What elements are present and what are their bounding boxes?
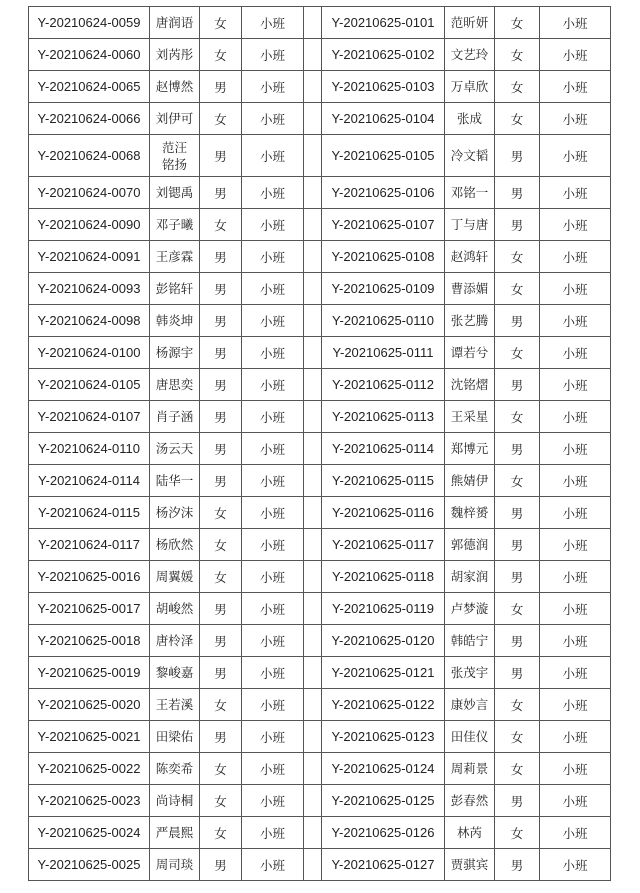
student-name-cell: 王彦霖 <box>150 241 200 273</box>
table-row <box>29 273 611 305</box>
student-name-cell: 胡峻然 <box>150 593 200 625</box>
class-cell: 小班 <box>540 177 611 209</box>
table-row <box>29 433 611 465</box>
student-name-cell: 谭若兮 <box>445 337 495 369</box>
gender-cell: 男 <box>200 593 242 625</box>
student-name-cell: 韩炎坤 <box>150 305 200 337</box>
student-id-cell: Y-20210624-0107 <box>29 401 150 433</box>
class-cell: 小班 <box>242 305 304 337</box>
student-name-cell: 田佳仪 <box>445 721 495 753</box>
column-gap <box>304 209 322 241</box>
table-row <box>29 561 611 593</box>
student-id-cell: Y-20210624-0093 <box>29 273 150 305</box>
student-id-cell: Y-20210625-0126 <box>322 817 445 849</box>
column-gap <box>304 7 322 39</box>
class-cell: 小班 <box>540 369 611 401</box>
gender-cell: 女 <box>495 337 540 369</box>
gender-cell: 女 <box>200 529 242 561</box>
student-name-cell: 王采星 <box>445 401 495 433</box>
student-name-cell: 杨源宇 <box>150 337 200 369</box>
class-cell: 小班 <box>540 849 611 881</box>
class-cell: 小班 <box>242 401 304 433</box>
class-cell: 小班 <box>540 337 611 369</box>
class-cell: 小班 <box>242 465 304 497</box>
table-row <box>29 817 611 849</box>
table-row <box>29 103 611 135</box>
student-name-cell: 杨汐沫 <box>150 497 200 529</box>
student-name-cell: 魏梓赟 <box>445 497 495 529</box>
student-id-cell: Y-20210625-0112 <box>322 369 445 401</box>
column-gap <box>304 529 322 561</box>
gender-cell: 女 <box>495 103 540 135</box>
column-gap <box>304 497 322 529</box>
student-name-cell: 熊婧伊 <box>445 465 495 497</box>
student-name-cell: 汤云天 <box>150 433 200 465</box>
enrollment-table <box>28 6 611 881</box>
student-name-cell: 康妙言 <box>445 689 495 721</box>
student-name-cell: 周莉景 <box>445 753 495 785</box>
student-id-cell: Y-20210625-0123 <box>322 721 445 753</box>
table-row <box>29 241 611 273</box>
student-name-cell: 周司琰 <box>150 849 200 881</box>
class-cell: 小班 <box>242 71 304 103</box>
student-name-cell: 丁与唐 <box>445 209 495 241</box>
class-cell: 小班 <box>242 561 304 593</box>
table-row <box>29 689 611 721</box>
student-id-cell: Y-20210625-0114 <box>322 433 445 465</box>
student-id-cell: Y-20210625-0101 <box>322 7 445 39</box>
student-id-cell: Y-20210625-0108 <box>322 241 445 273</box>
column-gap <box>304 561 322 593</box>
column-gap <box>304 593 322 625</box>
class-cell: 小班 <box>242 689 304 721</box>
gender-cell: 女 <box>495 593 540 625</box>
student-id-cell: Y-20210625-0113 <box>322 401 445 433</box>
student-name-cell: 唐思奕 <box>150 369 200 401</box>
student-name-cell: 卢梦漩 <box>445 593 495 625</box>
class-cell: 小班 <box>242 625 304 657</box>
gender-cell: 女 <box>495 7 540 39</box>
student-id-cell: Y-20210624-0068 <box>29 135 150 177</box>
student-id-cell: Y-20210624-0066 <box>29 103 150 135</box>
class-cell: 小班 <box>242 7 304 39</box>
student-name-cell: 贾骐宾 <box>445 849 495 881</box>
class-cell: 小班 <box>242 433 304 465</box>
class-cell: 小班 <box>540 401 611 433</box>
student-id-cell: Y-20210625-0024 <box>29 817 150 849</box>
student-id-cell: Y-20210625-0120 <box>322 625 445 657</box>
student-name-cell: 刘伊可 <box>150 103 200 135</box>
gender-cell: 女 <box>200 817 242 849</box>
student-name-cell: 胡家润 <box>445 561 495 593</box>
gender-cell: 男 <box>200 849 242 881</box>
student-name-cell: 杨欣然 <box>150 529 200 561</box>
gender-cell: 女 <box>495 753 540 785</box>
student-name-cell: 邓子曦 <box>150 209 200 241</box>
table-row <box>29 71 611 103</box>
student-name-cell: 田梁佑 <box>150 721 200 753</box>
column-gap <box>304 71 322 103</box>
class-cell: 小班 <box>242 39 304 71</box>
gender-cell: 男 <box>200 241 242 273</box>
gender-cell: 男 <box>200 305 242 337</box>
class-cell: 小班 <box>242 721 304 753</box>
class-cell: 小班 <box>242 817 304 849</box>
column-gap <box>304 241 322 273</box>
gender-cell: 男 <box>495 177 540 209</box>
student-id-cell: Y-20210625-0119 <box>322 593 445 625</box>
class-cell: 小班 <box>540 209 611 241</box>
student-name-cell: 张茂宇 <box>445 657 495 689</box>
student-name-cell: 文艺玲 <box>445 39 495 71</box>
table-row <box>29 657 611 689</box>
class-cell: 小班 <box>242 849 304 881</box>
table-row <box>29 625 611 657</box>
gender-cell: 男 <box>200 337 242 369</box>
column-gap <box>304 657 322 689</box>
student-id-cell: Y-20210625-0018 <box>29 625 150 657</box>
class-cell: 小班 <box>540 305 611 337</box>
gender-cell: 女 <box>200 689 242 721</box>
student-id-cell: Y-20210624-0110 <box>29 433 150 465</box>
student-id-cell: Y-20210624-0059 <box>29 7 150 39</box>
student-name-cell: 郑博元 <box>445 433 495 465</box>
gender-cell: 女 <box>495 817 540 849</box>
student-name-cell: 万卓欣 <box>445 71 495 103</box>
table-row <box>29 401 611 433</box>
student-name-cell: 郭德润 <box>445 529 495 561</box>
class-cell: 小班 <box>540 497 611 529</box>
student-id-cell: Y-20210624-0065 <box>29 71 150 103</box>
gender-cell: 女 <box>495 273 540 305</box>
student-id-cell: Y-20210625-0107 <box>322 209 445 241</box>
table-row <box>29 305 611 337</box>
gender-cell: 男 <box>200 177 242 209</box>
column-gap <box>304 401 322 433</box>
student-id-cell: Y-20210625-0103 <box>322 71 445 103</box>
student-name-cell: 张艺腾 <box>445 305 495 337</box>
student-id-cell: Y-20210624-0091 <box>29 241 150 273</box>
student-name-cell: 彭春然 <box>445 785 495 817</box>
table-row <box>29 209 611 241</box>
student-id-cell: Y-20210625-0016 <box>29 561 150 593</box>
column-gap <box>304 753 322 785</box>
gender-cell: 女 <box>495 721 540 753</box>
student-id-cell: Y-20210625-0102 <box>322 39 445 71</box>
student-id-cell: Y-20210624-0117 <box>29 529 150 561</box>
student-id-cell: Y-20210625-0105 <box>322 135 445 177</box>
student-name-cell: 黎峻嘉 <box>150 657 200 689</box>
column-gap <box>304 273 322 305</box>
class-cell: 小班 <box>540 273 611 305</box>
gender-cell: 男 <box>200 433 242 465</box>
gender-cell: 男 <box>200 657 242 689</box>
student-name-cell: 王若溪 <box>150 689 200 721</box>
student-id-cell: Y-20210625-0020 <box>29 689 150 721</box>
student-name-cell: 肖子涵 <box>150 401 200 433</box>
class-cell: 小班 <box>242 177 304 209</box>
student-id-cell: Y-20210625-0111 <box>322 337 445 369</box>
student-id-cell: Y-20210624-0105 <box>29 369 150 401</box>
gender-cell: 男 <box>495 135 540 177</box>
student-name-cell: 彭铭轩 <box>150 273 200 305</box>
gender-cell: 女 <box>495 401 540 433</box>
table-row <box>29 135 611 177</box>
student-id-cell: Y-20210624-0114 <box>29 465 150 497</box>
student-name-cell: 韩皓宁 <box>445 625 495 657</box>
gender-cell: 男 <box>495 369 540 401</box>
student-id-cell: Y-20210625-0117 <box>322 529 445 561</box>
class-cell: 小班 <box>242 103 304 135</box>
class-cell: 小班 <box>540 529 611 561</box>
table-row <box>29 177 611 209</box>
column-gap <box>304 177 322 209</box>
class-cell: 小班 <box>242 135 304 177</box>
student-name-cell: 范昕妍 <box>445 7 495 39</box>
column-gap <box>304 849 322 881</box>
student-id-cell: Y-20210625-0106 <box>322 177 445 209</box>
gender-cell: 男 <box>200 401 242 433</box>
class-cell: 小班 <box>540 625 611 657</box>
class-cell: 小班 <box>242 337 304 369</box>
student-id-cell: Y-20210624-0100 <box>29 337 150 369</box>
class-cell: 小班 <box>242 369 304 401</box>
student-id-cell: Y-20210625-0115 <box>322 465 445 497</box>
class-cell: 小班 <box>540 433 611 465</box>
student-id-cell: Y-20210625-0019 <box>29 657 150 689</box>
gender-cell: 女 <box>200 561 242 593</box>
table-row <box>29 7 611 39</box>
class-cell: 小班 <box>540 753 611 785</box>
gender-cell: 男 <box>495 305 540 337</box>
gender-cell: 女 <box>495 39 540 71</box>
gender-cell: 男 <box>495 561 540 593</box>
gender-cell: 男 <box>200 369 242 401</box>
table-row <box>29 39 611 71</box>
student-name-cell: 林芮 <box>445 817 495 849</box>
class-cell: 小班 <box>540 465 611 497</box>
column-gap <box>304 817 322 849</box>
class-cell: 小班 <box>540 721 611 753</box>
gender-cell: 男 <box>200 625 242 657</box>
gender-cell: 女 <box>200 497 242 529</box>
column-gap <box>304 39 322 71</box>
gender-cell: 女 <box>200 753 242 785</box>
gender-cell: 女 <box>495 689 540 721</box>
gender-cell: 男 <box>200 465 242 497</box>
student-name-cell: 冷文韬 <box>445 135 495 177</box>
student-id-cell: Y-20210625-0124 <box>322 753 445 785</box>
student-name-cell: 赵博然 <box>150 71 200 103</box>
class-cell: 小班 <box>540 689 611 721</box>
student-id-cell: Y-20210625-0122 <box>322 689 445 721</box>
gender-cell: 男 <box>495 209 540 241</box>
gender-cell: 男 <box>495 497 540 529</box>
student-id-cell: Y-20210625-0025 <box>29 849 150 881</box>
student-id-cell: Y-20210625-0021 <box>29 721 150 753</box>
table-row <box>29 785 611 817</box>
gender-cell: 男 <box>200 721 242 753</box>
student-id-cell: Y-20210625-0127 <box>322 849 445 881</box>
class-cell: 小班 <box>540 135 611 177</box>
student-id-cell: Y-20210625-0118 <box>322 561 445 593</box>
class-cell: 小班 <box>242 529 304 561</box>
class-cell: 小班 <box>242 209 304 241</box>
class-cell: 小班 <box>242 657 304 689</box>
student-id-cell: Y-20210625-0121 <box>322 657 445 689</box>
student-name-cell: 唐润语 <box>150 7 200 39</box>
student-name-cell: 邓铭一 <box>445 177 495 209</box>
table-row <box>29 753 611 785</box>
student-name-cell: 赵鸿轩 <box>445 241 495 273</box>
student-id-cell: Y-20210625-0022 <box>29 753 150 785</box>
gender-cell: 男 <box>495 657 540 689</box>
table-row <box>29 849 611 881</box>
column-gap <box>304 103 322 135</box>
table-row <box>29 497 611 529</box>
class-cell: 小班 <box>242 273 304 305</box>
student-name-cell: 尚诗桐 <box>150 785 200 817</box>
gender-cell: 女 <box>200 785 242 817</box>
class-cell: 小班 <box>242 241 304 273</box>
student-name-cell: 周翼媛 <box>150 561 200 593</box>
student-id-cell: Y-20210624-0070 <box>29 177 150 209</box>
table-row <box>29 369 611 401</box>
gender-cell: 男 <box>495 433 540 465</box>
column-gap <box>304 305 322 337</box>
table-row <box>29 465 611 497</box>
gender-cell: 男 <box>495 849 540 881</box>
class-cell: 小班 <box>540 817 611 849</box>
class-cell: 小班 <box>540 39 611 71</box>
gender-cell: 女 <box>200 209 242 241</box>
class-cell: 小班 <box>242 753 304 785</box>
gender-cell: 女 <box>495 241 540 273</box>
column-gap <box>304 721 322 753</box>
gender-cell: 男 <box>200 273 242 305</box>
class-cell: 小班 <box>242 497 304 529</box>
column-gap <box>304 465 322 497</box>
student-id-cell: Y-20210625-0109 <box>322 273 445 305</box>
column-gap <box>304 433 322 465</box>
student-name-cell: 刘锶禹 <box>150 177 200 209</box>
table-row <box>29 593 611 625</box>
gender-cell: 男 <box>495 785 540 817</box>
table-row <box>29 529 611 561</box>
table-row <box>29 337 611 369</box>
student-id-cell: Y-20210624-0115 <box>29 497 150 529</box>
column-gap <box>304 337 322 369</box>
class-cell: 小班 <box>540 71 611 103</box>
gender-cell: 男 <box>495 625 540 657</box>
student-id-cell: Y-20210624-0060 <box>29 39 150 71</box>
gender-cell: 女 <box>495 465 540 497</box>
column-gap <box>304 135 322 177</box>
class-cell: 小班 <box>540 657 611 689</box>
student-name-cell: 沈铭熠 <box>445 369 495 401</box>
class-cell: 小班 <box>540 561 611 593</box>
column-gap <box>304 369 322 401</box>
class-cell: 小班 <box>540 785 611 817</box>
student-name-cell: 张成 <box>445 103 495 135</box>
gender-cell: 女 <box>200 103 242 135</box>
student-name-cell: 曹添媚 <box>445 273 495 305</box>
student-id-cell: Y-20210625-0116 <box>322 497 445 529</box>
student-id-cell: Y-20210625-0110 <box>322 305 445 337</box>
table-row <box>29 721 611 753</box>
student-id-cell: Y-20210625-0125 <box>322 785 445 817</box>
student-name-cell: 陆华一 <box>150 465 200 497</box>
column-gap <box>304 625 322 657</box>
student-name-cell: 陈奕希 <box>150 753 200 785</box>
class-cell: 小班 <box>242 593 304 625</box>
student-id-cell: Y-20210625-0104 <box>322 103 445 135</box>
student-id-cell: Y-20210625-0017 <box>29 593 150 625</box>
gender-cell: 男 <box>200 71 242 103</box>
column-gap <box>304 689 322 721</box>
class-cell: 小班 <box>540 103 611 135</box>
student-id-cell: Y-20210624-0098 <box>29 305 150 337</box>
student-name-cell: 刘芮彤 <box>150 39 200 71</box>
gender-cell: 男 <box>495 529 540 561</box>
gender-cell: 女 <box>200 7 242 39</box>
class-cell: 小班 <box>540 7 611 39</box>
student-name-cell: 唐柃泽 <box>150 625 200 657</box>
student-id-cell: Y-20210625-0023 <box>29 785 150 817</box>
column-gap <box>304 785 322 817</box>
gender-cell: 男 <box>200 135 242 177</box>
class-cell: 小班 <box>540 593 611 625</box>
class-cell: 小班 <box>242 785 304 817</box>
gender-cell: 女 <box>200 39 242 71</box>
table-body <box>29 7 611 881</box>
student-name-cell: 严晨熙 <box>150 817 200 849</box>
student-id-cell: Y-20210624-0090 <box>29 209 150 241</box>
student-name-cell: 范汪 铭扬 <box>150 135 200 177</box>
gender-cell: 女 <box>495 71 540 103</box>
class-cell: 小班 <box>540 241 611 273</box>
